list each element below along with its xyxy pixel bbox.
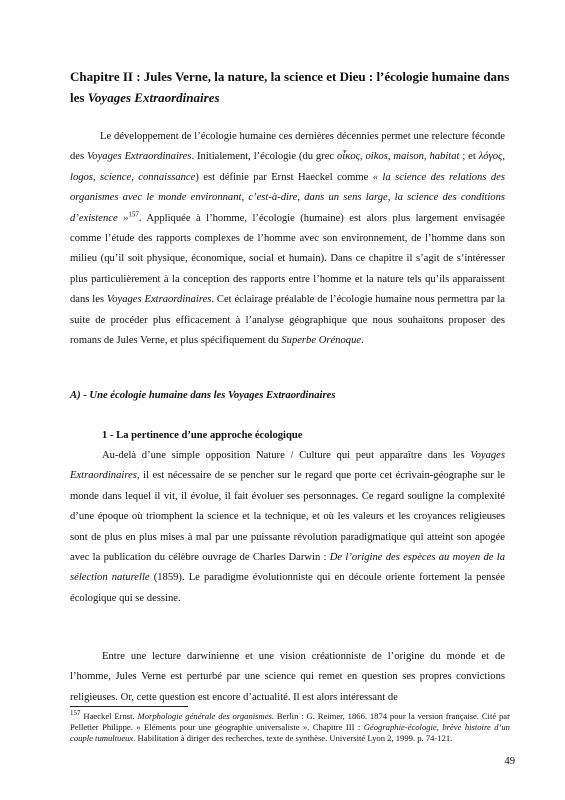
para2-text-1: Au-delà d’une simple opposition Nature / Culture qui peut apparaître dans les — [102, 450, 471, 461]
chapter-title-text: Chapitre II : Jules Verne, la nature, la science et Dieu : l’écologie humaine dans les — [70, 69, 510, 105]
para2-italic-1: Voyages Extraordinaires — [70, 450, 505, 482]
intro-text-3: ; et — [459, 151, 479, 163]
body-paragraph-2 — [70, 446, 505, 609]
intro-text-4: ) est définie par Ernst Haeckel comme — [195, 171, 373, 183]
intro-italic-1: Voyages Extraordinaires — [87, 151, 192, 163]
body-paragraph-3: Entre une lecture darwinienne et une vision créationniste de l’origine du monde et de l’homme, Jules Verne est perturbé par une science qui remet en question ses propres convictions religieuses. Or, cette question est encore d’actualité. Il est alors intéressant de — [70, 651, 505, 703]
chapter-title — [70, 66, 515, 108]
intro-italic-5: Voyages Extraordinaires — [106, 294, 212, 306]
footnote-text-3: . Habilitation à diriger des recherches, texte de synthèse. Université Lyon 2, 1999. p. 74-121. — [133, 733, 453, 743]
footnote-separator — [70, 706, 188, 707]
intro-text-7: . — [361, 335, 364, 347]
footnote-text-1: Haeckel Ernst. — [80, 711, 138, 721]
subsection-heading-1: 1 - La pertinence d’une approche écologique — [102, 430, 303, 441]
para2-text-2: , il est nécessaire de se pencher sur le regard que porte cet écrivain-géographe sur le monde dans lequel il vit, il évolue, il fait évoluer ses personnages. Ce regard souligne la complexité d’une époque où triomphent la science et la technique, et où les valeurs et les croyances religieuses sont de plus en plus mises à mal par une puissante révolution paradigmatique qui atteint son apogée avec la publication du célèbre ouvrage de Charles Darwin : — [70, 470, 505, 564]
intro-text-6: . Cet éclairage préalable de l’écologie humaine nous permettra par la suite de procéder plus efficacement à l’analyse géographique que nous souhaitons proposer des romans de Jules Verne, et plus spécifiquement du — [70, 294, 506, 347]
intro-italic-6: Superbe Orénoque — [281, 335, 362, 347]
footnote — [70, 711, 510, 744]
footnote-number: 157 — [70, 709, 81, 718]
chapter-title-italic: Voyages Extraordinaires — [87, 90, 220, 105]
footnote-italic-1: Morphologie générale des organismes. — [137, 711, 275, 721]
intro-text-1: Le développement de l’écologie humaine ces dernières décennies permet une relecture féconde des — [70, 131, 505, 163]
section-heading-a: A) - Une écologie humaine dans les Voyages Extraordinaires — [70, 390, 336, 401]
intro-italic-4: « la science des relations des organismes avec le monde environnant, c’est-à-dire, dans un sens large, la science des conditions d’existence » — [70, 171, 505, 224]
para2-text-3: (1859). Le paradigme évolutionniste qui en découle oriente fortement la pensée écologique qui se dessine. — [70, 572, 506, 604]
page-number: 49 — [504, 756, 515, 767]
intro-italic-3: λόγος, logos, science, connaissance — [70, 151, 505, 183]
para2-italic-2: De l’origine des espèces au moyen de la sélection naturelle — [70, 552, 505, 584]
intro-text-2: . Initialement, l’écologie (du grec — [191, 151, 338, 163]
footnote-reference[interactable]: 157 — [128, 210, 139, 219]
intro-paragraph — [70, 127, 505, 351]
intro-italic-2: οἶκος, oikos, maison, habitat — [337, 151, 460, 163]
footnote-text-2: Berlin : G. Reimer, 1866. 1874 pour la version française. Cité par Pelletier Philippe. « Eléments pour une géographie universaliste ». Chapitre III : — [70, 711, 510, 732]
footnote-italic-2: Géographie-écologie, brève histoire d’un couple tumultueux — [70, 722, 510, 743]
intro-text-5: . Appliquée à l’homme, l’écologie (humaine) est alors plus largement envisagée comme l’étude des rapports complexes de l’homme avec son environnement, de l’homme dans son milieu (qu’il soit physique, économique, social et humain). Dans ce chapitre il s’agit de s’intéresser plus particulièrement à la conception des rapports entre l’homme et la nature tels qu’ils apparaissent dans les — [70, 212, 505, 306]
